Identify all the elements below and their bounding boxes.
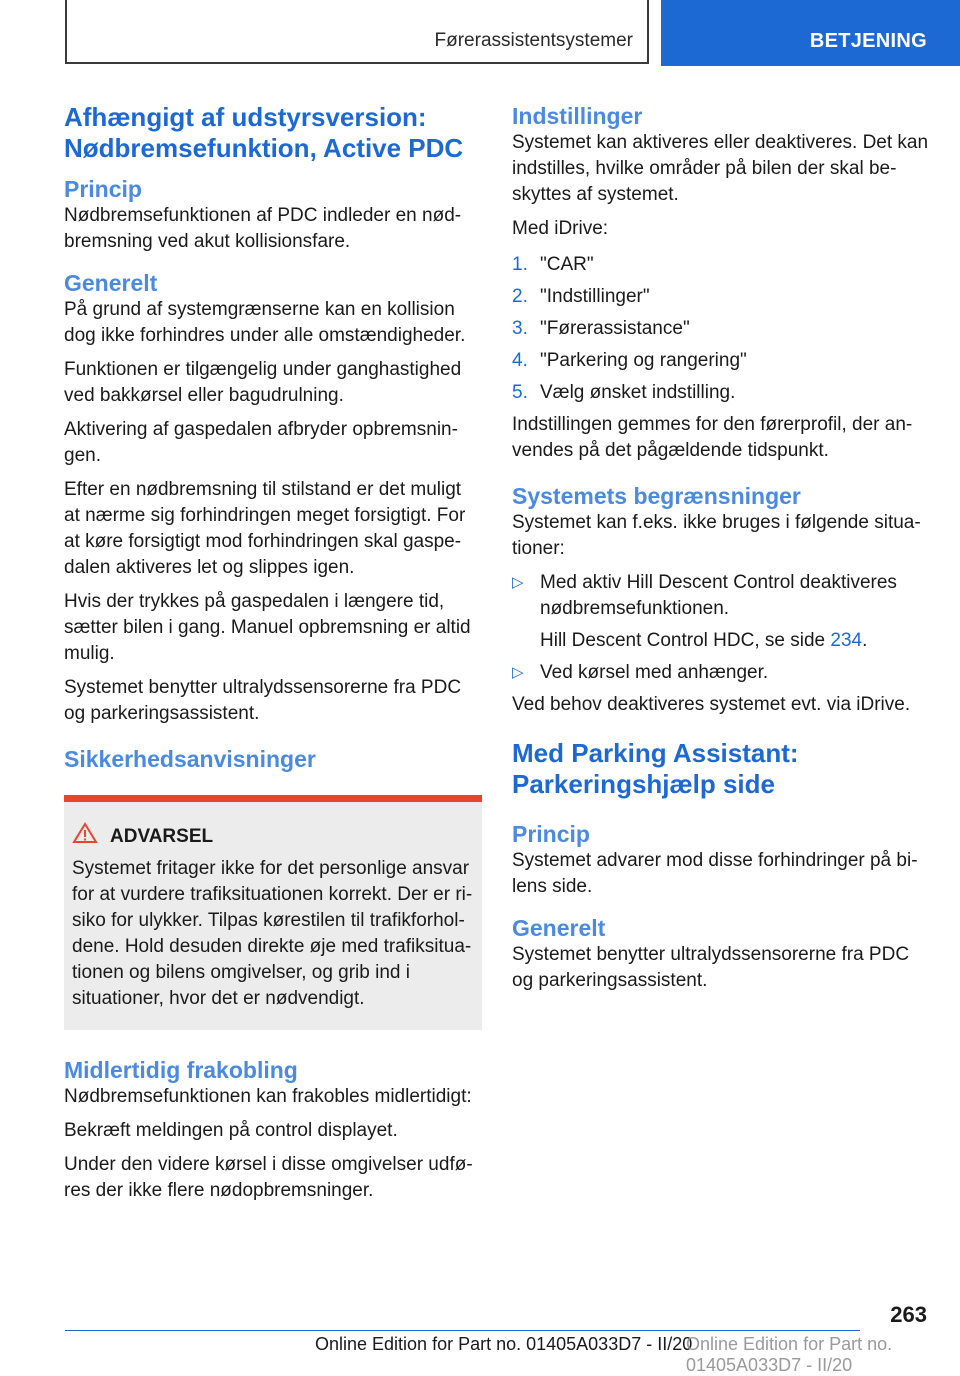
list-item bbox=[512, 348, 930, 374]
list-item bbox=[512, 316, 930, 342]
page-number: 263 bbox=[890, 1302, 927, 1327]
midlertidig-paragraph-2: Bekræft meldingen på control displayet. bbox=[64, 1120, 398, 1141]
hdc-reference-end: . bbox=[862, 630, 868, 651]
section-title-parking-assistant: Med Parking Assistant: Parkeringshjælp side bbox=[512, 738, 799, 799]
list-item bbox=[512, 380, 930, 406]
list-item bbox=[512, 570, 930, 654]
warning-triangle-icon bbox=[72, 822, 98, 852]
footer-edition: Online Edition for Part no. 01405A033D7 - II/20 bbox=[315, 1334, 693, 1354]
step-text: "Parkering og rangering" bbox=[540, 350, 747, 371]
header-section-box bbox=[65, 0, 649, 64]
header-chapter-title: BETJENING bbox=[809, 30, 927, 52]
indstillinger-paragraph-1: Systemet kan aktiveres eller deaktiveres. Det kan indstilles, hvilke områder på bilen der skal beskyttes af systemet. bbox=[512, 132, 929, 205]
header-chapter-box bbox=[661, 0, 960, 66]
warning-box bbox=[64, 802, 482, 1030]
list-item bbox=[512, 252, 930, 278]
page-link-234[interactable]: 234 bbox=[830, 630, 863, 651]
step-text: Vælg ønsket indstilling. bbox=[540, 382, 736, 403]
step-number: 3. bbox=[512, 318, 528, 339]
limitations-list bbox=[512, 570, 930, 686]
generelt-paragraph-1: På grund af systemgrænserne kan en kollision dog ikke forhindres under alle omstændigheder. bbox=[64, 299, 466, 346]
step-number: 1. bbox=[512, 254, 528, 275]
generelt-right-paragraph: Systemet benytter ultralydssensorerne fra PDC og parkeringsassistent. bbox=[512, 944, 910, 991]
triangle-right-icon: ▷ bbox=[512, 664, 524, 681]
generelt-paragraph-4: Efter en nødbremsning til stilstand er det muligt at nærme sig forhindringen meget forsigtigt. For at køre forsigtigt mod forhindringen skal gaspedalen aktiveres let og slippes igen. bbox=[64, 479, 466, 578]
right-column bbox=[512, 102, 930, 1002]
list-item bbox=[512, 284, 930, 310]
princip-right-paragraph: Systemet advarer mod disse forhindringer på bilens side. bbox=[512, 850, 918, 897]
generelt-paragraph-6: Systemet benytter ultralydssensorerne fra PDC og parkeringsassistent. bbox=[64, 677, 462, 724]
midlertidig-paragraph-3: Under den videre kørsel i disse omgivelser udføres der ikke flere nødopbremsninger. bbox=[64, 1154, 473, 1201]
generelt-paragraph-3: Aktivering af gaspedalen afbryder opbremsningen. bbox=[64, 419, 458, 466]
step-number: 4. bbox=[512, 350, 528, 371]
step-text: "CAR" bbox=[540, 254, 594, 275]
section-title-emergency-brake: Afhængigt af udstyrsversion: Nødbremsefunktion, Active PDC bbox=[64, 102, 464, 163]
generelt-paragraph-5: Hvis der trykkes på gaspedalen i længere tid, sætter bilen i gang. Manuel opbremsning er altid mulig. bbox=[64, 591, 471, 664]
step-text: "Førerassistance" bbox=[540, 318, 690, 339]
limitation-hdc: Med aktiv Hill Descent Control deaktiveres nødbremsefunktionen. bbox=[540, 572, 897, 619]
midlertidig-paragraph-1: Nødbremsefunktionen kan frakobles midlertidigt: bbox=[64, 1086, 472, 1107]
princip-paragraph: Nødbremsefunktionen af PDC indleder en nødbremsning ved akut kollisionsfare. bbox=[64, 205, 462, 252]
footer-divider bbox=[65, 1330, 860, 1331]
header-section-title: Førerassistentsystemer bbox=[434, 30, 633, 51]
begraensninger-paragraph-2: Ved behov deaktiveres systemet evt. via iDrive. bbox=[512, 694, 911, 715]
limitation-trailer: Ved kørsel med anhænger. bbox=[540, 662, 769, 683]
begraensninger-paragraph-1: Systemet kan f.eks. ikke bruges i følgende situationer: bbox=[512, 512, 921, 559]
warning-header bbox=[72, 822, 474, 852]
heading-princip: Princip bbox=[64, 176, 142, 202]
heading-princip-right: Princip bbox=[512, 821, 590, 847]
warning-bar bbox=[64, 795, 482, 802]
heading-sikkerhedsanvisninger: Sikkerhedsanvisninger bbox=[64, 746, 316, 772]
heading-midlertidig-frakobling: Midlertidig frakobling bbox=[64, 1057, 298, 1083]
heading-generelt: Generelt bbox=[64, 270, 158, 296]
heading-generelt-right: Generelt bbox=[512, 915, 606, 941]
indstillinger-paragraph-3: Indstillingen gemmes for den førerprofil, der anvendes på det pågældende tidspunkt. bbox=[512, 414, 913, 461]
triangle-right-icon: ▷ bbox=[512, 574, 524, 591]
limitation-text bbox=[540, 570, 930, 654]
list-item bbox=[512, 660, 930, 686]
step-text: "Indstillinger" bbox=[540, 286, 650, 307]
hdc-reference bbox=[540, 628, 930, 654]
idrive-steps-list bbox=[512, 252, 930, 406]
warning-text: Systemet fritager ikke for det personlige ansvar for at vurdere trafiksituationen korrekt. Der er risiko for ulykker. Tilpas kørestilen til trafikforholdene. Hold desuden direkte øje med trafiksituationen og bilens omgivelser, og grib ind i situationer, hvor det er nødvendigt. bbox=[72, 858, 473, 1009]
footer-watermark: Online Edition for Part no. 01405A033D7 - II/20 bbox=[686, 1334, 893, 1375]
heading-indstillinger: Indstillinger bbox=[512, 103, 643, 129]
warning-title: ADVARSEL bbox=[110, 826, 214, 847]
step-number: 2. bbox=[512, 286, 528, 307]
left-column bbox=[64, 102, 482, 1212]
warning-block bbox=[64, 795, 482, 1030]
heading-systemets-begraensninger: Systemets begrænsninger bbox=[512, 483, 801, 509]
step-number: 5. bbox=[512, 382, 528, 403]
generelt-paragraph-2: Funktionen er tilgængelig under ganghastighed ved bakkørsel eller bagudrulning. bbox=[64, 359, 462, 406]
indstillinger-paragraph-2: Med iDrive: bbox=[512, 218, 609, 239]
hdc-reference-text: Hill Descent Control HDC, se side bbox=[540, 630, 826, 651]
